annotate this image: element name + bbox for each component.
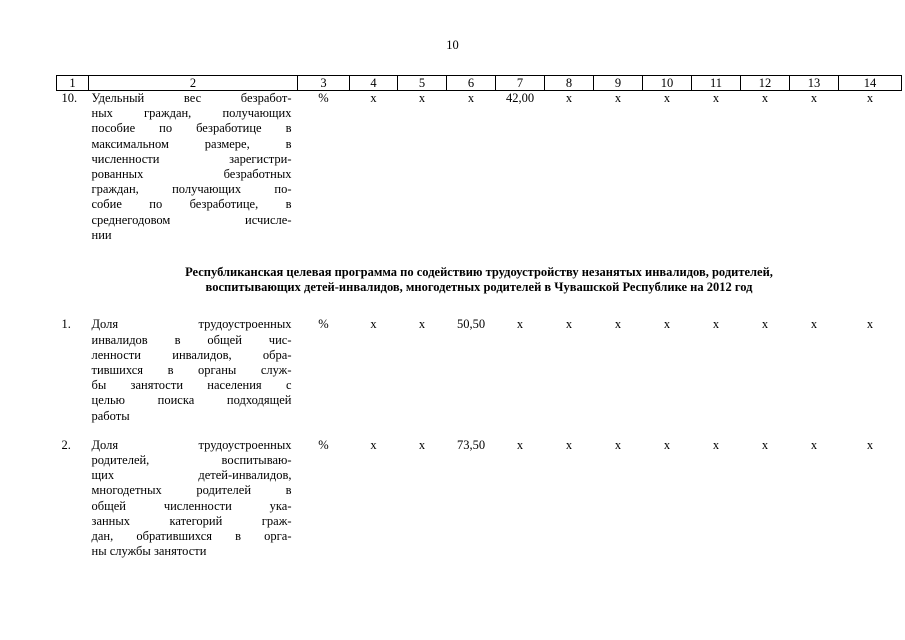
- value-cell: x: [663, 317, 671, 332]
- table-row: [57, 438, 902, 560]
- description-line: родителей, воспитываю-: [91, 453, 292, 468]
- value-cell: x: [866, 91, 874, 105]
- column-header-cell: 8: [545, 76, 594, 91]
- description-line: щих детей-инвалидов,: [91, 468, 292, 483]
- column-header-cell: 13: [790, 76, 839, 91]
- value-cell: x: [516, 437, 524, 452]
- description-line: среднегодовом исчисле-: [91, 212, 292, 227]
- description-line: многодетных родителей в: [91, 483, 292, 498]
- description-line: численности зарегистри-: [91, 151, 292, 166]
- value-cell: x: [565, 317, 573, 332]
- column-header-cell: 10: [643, 76, 692, 91]
- indicator-description: [89, 91, 298, 244]
- value-cell: x: [866, 437, 874, 452]
- description-line: общей численности ука-: [91, 498, 292, 513]
- section-title-row: [57, 243, 902, 317]
- value-cell: x: [418, 437, 426, 452]
- description-line: ных граждан, получающих: [91, 106, 292, 121]
- value-cell: 42,00: [505, 91, 535, 105]
- column-header-row: [57, 76, 902, 91]
- value-cell: x: [712, 437, 720, 452]
- description-line: бы занятости населения с: [91, 378, 292, 393]
- column-header-cell: 5: [398, 76, 447, 91]
- unit-cell: %: [318, 437, 329, 452]
- row-number: 1.: [61, 317, 71, 332]
- value-cell: x: [467, 91, 475, 105]
- value-cell: x: [761, 437, 769, 452]
- table-row: [57, 91, 902, 244]
- description-line: собие по безработице, в: [91, 197, 292, 212]
- column-header-cell: 9: [594, 76, 643, 91]
- value-cell: x: [418, 317, 426, 332]
- column-header-cell: 1: [57, 76, 89, 91]
- value-cell: x: [614, 437, 622, 452]
- value-cell: x: [866, 317, 874, 332]
- column-header-cell: 2: [89, 76, 298, 91]
- column-header-cell: 6: [447, 76, 496, 91]
- description-line: нии: [91, 227, 112, 242]
- unit-cell: %: [318, 317, 329, 332]
- table-row: [57, 317, 902, 423]
- value-cell: 73,50: [456, 437, 486, 452]
- column-header-cell: 11: [692, 76, 741, 91]
- value-cell: x: [370, 317, 377, 332]
- row-number: 2.: [61, 437, 71, 452]
- value-cell: 50,50: [456, 317, 486, 332]
- value-cell: x: [418, 91, 426, 105]
- spacer-cell: [57, 424, 902, 438]
- section-title: [57, 243, 902, 317]
- column-header-cell: 12: [741, 76, 790, 91]
- description-line: работы: [91, 408, 130, 423]
- value-cell: x: [663, 91, 671, 105]
- column-header-cell: 14: [839, 76, 902, 91]
- description-line: целью поиска подходящей: [91, 393, 292, 408]
- description-line: тившихся в органы служ-: [91, 363, 292, 378]
- row-spacer: [57, 424, 902, 438]
- value-cell: x: [712, 317, 720, 332]
- description-line: пособие по безработице в: [91, 121, 292, 136]
- value-cell: x: [810, 317, 818, 332]
- value-cell: x: [761, 317, 769, 332]
- value-cell: x: [810, 437, 818, 452]
- column-header-cell: 3: [298, 76, 350, 91]
- description-line: Доля трудоустроенных: [91, 317, 292, 332]
- value-cell: x: [761, 91, 769, 105]
- value-cell: x: [663, 437, 671, 452]
- description-line: рованных безработных: [91, 167, 292, 182]
- value-cell: x: [565, 91, 573, 105]
- description-line: дан, обратившихся в орга-: [91, 529, 292, 544]
- description-line: Удельный вес безработ-: [91, 91, 292, 105]
- indicators-table: [56, 75, 902, 559]
- column-header-cell: 7: [496, 76, 545, 91]
- column-header-cell: 4: [350, 76, 398, 91]
- description-line: Доля трудоустроенных: [91, 437, 292, 452]
- description-line: ны службы занятости: [91, 544, 207, 559]
- description-line: ленности инвалидов, обра-: [91, 347, 292, 362]
- value-cell: x: [614, 91, 622, 105]
- description-line: инвалидов в общей чис-: [91, 332, 292, 347]
- section-title-line-1: Республиканская целевая программа по содействию трудоустройству незанятых инвалидов, родителей,: [185, 265, 773, 280]
- description-line: граждан, получающих по-: [91, 182, 292, 197]
- description-line: максимальном размере, в: [91, 136, 292, 151]
- description-line: занных категорий граж-: [91, 513, 292, 528]
- page-number: 10: [446, 38, 459, 52]
- indicator-description: [89, 438, 298, 560]
- value-cell: x: [370, 437, 377, 452]
- value-cell: x: [614, 317, 622, 332]
- value-cell: x: [810, 91, 818, 105]
- section-title-line-2: воспитывающих детей-инвалидов, многодетных родителей в Чувашской Республике на 2012 год: [205, 280, 753, 295]
- value-cell: x: [712, 91, 720, 105]
- row-number: 10.: [61, 91, 78, 105]
- value-cell: x: [370, 91, 377, 105]
- indicator-description: [89, 317, 298, 423]
- unit-cell: %: [318, 91, 329, 105]
- value-cell: x: [516, 317, 524, 332]
- value-cell: x: [565, 437, 573, 452]
